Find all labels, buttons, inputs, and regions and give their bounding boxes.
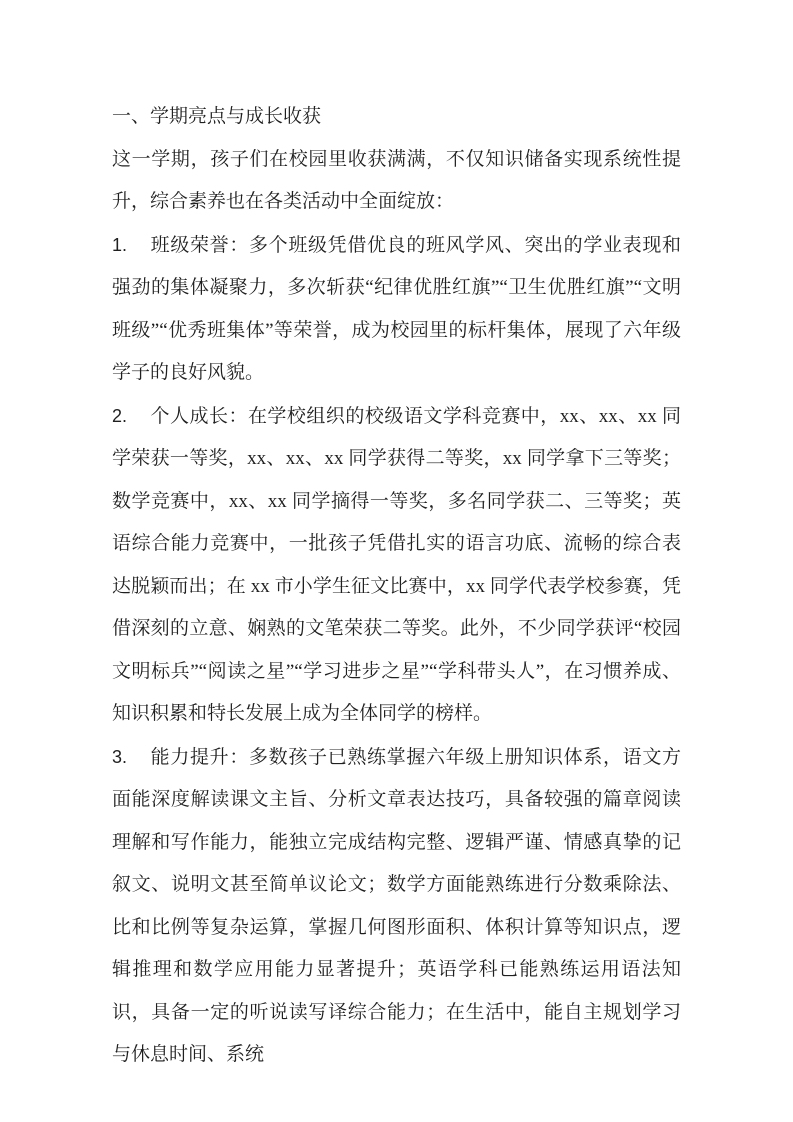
list-number: 1.	[112, 234, 128, 255]
list-item-text: 能力提升：多数孩子已熟练掌握六年级上册知识体系，语文方面能深度解读课文主旨、分析文章表达技巧，具备较强的篇章阅读理解和写作能力，能独立完成结构完整、逻辑严谨、情感真挚的记叙文、说明文甚至简单议论文；数学方面能熟练进行分数乘除法、比和比例等复杂运算，掌握几何图形面积、体积计算等知识点，逻辑推理和数学应用能力显著提升；英语学科已能熟练运用语法知识，具备一定的听说读写译综合能力；在生活中，能自主规划学习与休息时间、系统	[112, 746, 681, 1065]
list-number: 3.	[112, 746, 128, 767]
list-item-ability-improvement	[112, 736, 681, 1077]
list-item-personal-growth	[112, 395, 681, 736]
list-item-text: 班级荣誉：多个班级凭借优良的班风学风、突出的学业表现和强劲的集体凝聚力，多次斩获“纪律优胜红旗”“卫生优胜红旗”“文明班级”“优秀班集体”等荣誉，成为校园里的标杆集体，展现了六年级学子的良好风貌。	[112, 234, 681, 383]
section-heading: 一、学期亮点与成长收获	[112, 106, 322, 127]
intro-paragraph: 这一学期，孩子们在校园里收获满满，不仅知识储备实现系统性提升，综合素养也在各类活动中全面绽放：	[112, 148, 681, 212]
list-item-text: 个人成长：在学校组织的校级语文学科竞赛中，xx、xx、xx 同学荣获一等奖，xx、xx、xx 同学获得二等奖，xx 同学拿下三等奖；数学竞赛中，xx、xx 同学摘得一等奖，多名同学获二、三等奖；英语综合能力竞赛中，一批孩子凭借扎实的语言功底、流畅的综合表达脱颖而出；在 xx 市小学生征文比赛中，xx 同学代表学校参赛，凭借深刻的立意、娴熟的文笔荣获二等奖。此外，不少同学获评“校园文明标兵”“阅读之星”“学习进步之星”“学科带头人”，在习惯养成、知识积累和特长发展上成为全体同学的榜样。	[112, 405, 681, 724]
list-number: 2.	[112, 405, 128, 426]
list-item-class-honors	[112, 224, 681, 395]
